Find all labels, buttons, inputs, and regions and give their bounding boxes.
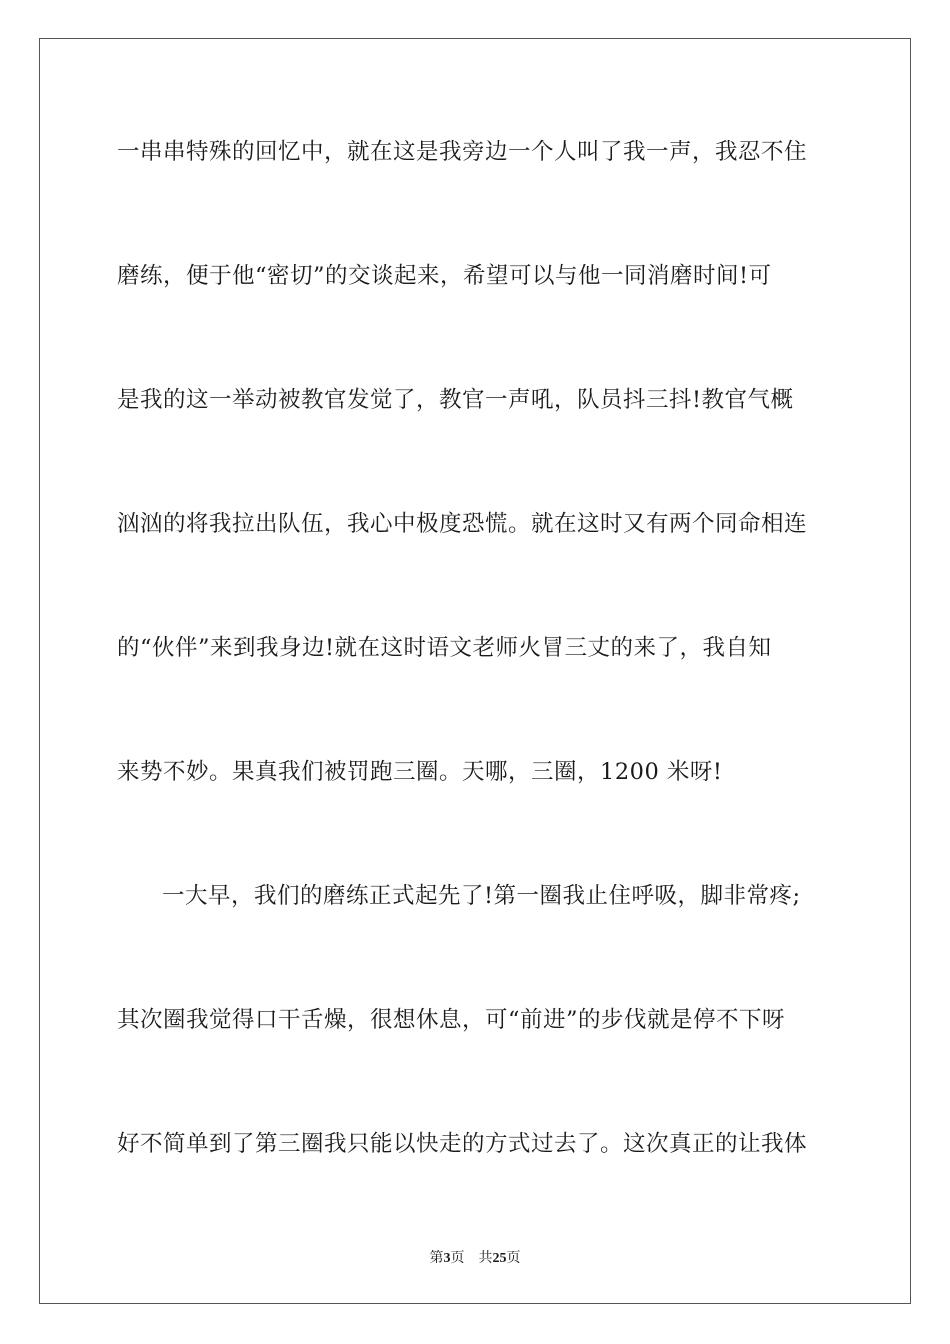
text-line-9: 好不简单到了第三圈我只能以快走的方式过去了。这次真正的让我体 [117,1131,808,1157]
page-prefix: 第 [429,1250,444,1266]
text-line-5: 的“伙伴”来到我身边!就在这时语文老师火冒三丈的来了，我自知 [117,635,772,661]
text-line-4: 汹汹的将我拉出队伍，我心中极度恐慌。就在这时又有两个同命相连 [117,511,808,537]
total-pages: 25 [492,1251,507,1266]
page-border [39,38,911,1304]
total-suffix: 页 [506,1250,521,1266]
page-footer [0,1247,950,1267]
total-prefix: 共 [478,1250,493,1266]
text-line-2: 磨练，便于他“密切”的交谈起来，希望可以与他一同消磨时间!可 [117,263,772,289]
page-suffix: 页 [450,1250,465,1266]
text-line-3: 是我的这一举动被教官发觉了，教官一声吼，队员抖三抖!教官气概 [117,387,794,413]
text-line-7-paragraph-start: 一大早，我们的磨练正式起先了!第一圈我止住呼吸，脚非常疼; [162,883,801,909]
text-line-1: 一串串特殊的回忆中，就在这是我旁边一个人叫了我一声，我忍不住 [117,139,808,165]
text-line-6: 来势不妙。果真我们被罚跑三圈。天哪，三圈，1200 米呀! [117,759,723,785]
text-line-8: 其次圈我觉得口干舌燥，很想休息，可“前进”的步伐就是停不下呀 [117,1007,786,1033]
page-number: 3 [443,1251,451,1266]
